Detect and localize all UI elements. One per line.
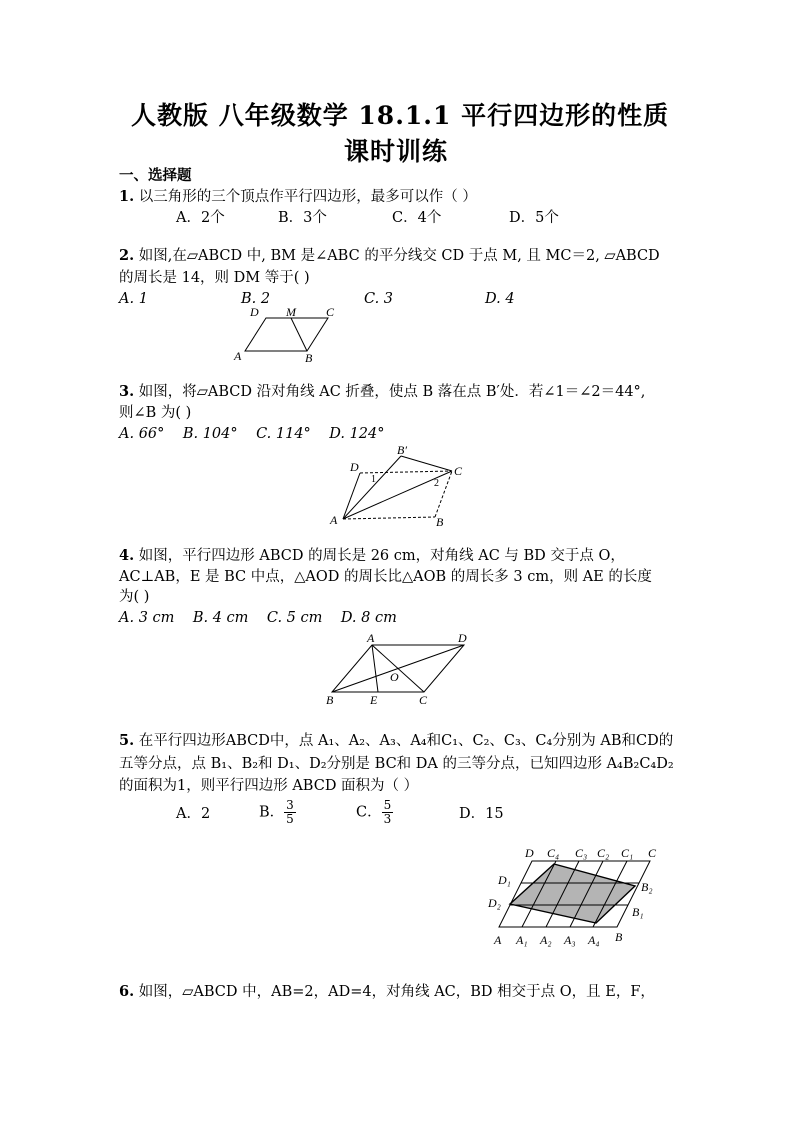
question-5-line2: 五等分点，点 B₁、B₂和 D₁、D₂分别是 BC和 DA 的三等分点，已知四边形 A₄B₂C₄D₂ [119, 756, 674, 772]
question-6 [119, 982, 655, 1002]
segment-ab [343, 517, 435, 519]
numerator: 5 [383, 798, 392, 812]
q2-option-b: B. 2 [241, 291, 271, 307]
q1-option-d: D．5个 [509, 210, 559, 226]
label-b: B [615, 930, 623, 944]
q4-options [119, 608, 397, 628]
q1-option-b: B．3个 [278, 210, 327, 226]
label-d: D [525, 846, 534, 860]
label-a: A [330, 513, 338, 527]
q2-option-c: C. 3 [364, 291, 394, 307]
segment-bm [291, 318, 307, 351]
label-c: C [326, 305, 335, 319]
question-5-line3: 的面积为1，则平行四边形 ABCD 面积为（ ） [119, 778, 419, 794]
question-3-line1 [119, 382, 645, 402]
question-4-line3: 为( ) [119, 589, 150, 605]
q5-grid-parallelogram-figure [484, 840, 674, 952]
question-2-line1 [119, 246, 660, 266]
label-m: M [286, 305, 296, 319]
fraction-3-5 [284, 799, 296, 826]
q5-option-b [259, 799, 296, 826]
label-b1: B₁ [632, 905, 644, 919]
label-e: E [370, 693, 378, 707]
parallelogram-abcd [245, 318, 328, 351]
q2-option-a: A. 1 [119, 291, 148, 307]
fraction-5-3 [382, 799, 394, 826]
q4-option-d: D. 8 cm [340, 610, 397, 626]
segment-dc [360, 471, 452, 473]
q4-option-b: B. 4 cm [192, 610, 249, 626]
question-number: 3. [119, 383, 135, 400]
label-a: A [367, 631, 375, 645]
question-text: 如图，平行四边形 ABCD 的周长是 26 cm，对角线 AC 与 BD 交于点 O， [138, 548, 625, 564]
question-2-line2: 的周长是 14，则 DM 等于( ) [119, 270, 310, 286]
label-b-prime: B′ [397, 443, 407, 457]
q3-option-c: C. 114° [256, 426, 311, 442]
q3-option-a: A. 66° [119, 426, 165, 442]
question-text: 在平行四边形ABCD中，点 A₁、A₂、A₃、A₄和C₁、C₂、C₃、C₄分别为 AB和CD的 [138, 733, 674, 749]
label-b2: B₂ [641, 880, 653, 894]
question-number: 6. [119, 983, 135, 1000]
label-a: A [494, 933, 502, 947]
section-heading: 一、选择题 [119, 167, 192, 184]
label-d2: D₂ [488, 896, 501, 910]
denominator: 5 [286, 812, 294, 826]
label-c: C [454, 464, 463, 478]
question-5-line1 [119, 731, 673, 751]
q5-option-a: A．2 [176, 806, 211, 822]
question-number: 1. [119, 188, 135, 205]
label-a1: A₁ [516, 933, 528, 947]
q3-option-d: D. 124° [329, 426, 385, 442]
label-angle-2: 2 [434, 478, 439, 489]
numerator: 3 [286, 798, 294, 812]
label-o: O [390, 670, 399, 684]
question-4-line1 [119, 546, 625, 566]
label-angle-1: 1 [371, 474, 376, 485]
question-number: 2. [119, 247, 135, 264]
q3-option-b: B. 104° [182, 426, 238, 442]
label-c4: C₄ [547, 846, 560, 860]
label-a4: A₄ [588, 933, 600, 947]
option-label: C． [356, 804, 382, 821]
q3-options [119, 424, 385, 444]
question-number: 4. [119, 547, 135, 564]
label-d: D [350, 460, 359, 474]
segment-ae [372, 645, 378, 692]
q5-option-c [356, 799, 393, 826]
label-d1: D₁ [498, 873, 511, 887]
q2-option-d: D. 4 [485, 291, 515, 307]
q5-option-d: D．15 [459, 806, 504, 822]
q4-option-a: A. 3 cm [119, 610, 175, 626]
doc-title-line1: 人教版 八年级数学 18.1.1 平行四边形的性质 [131, 101, 670, 130]
label-a2: A₂ [540, 933, 552, 947]
option-label: B． [259, 804, 285, 821]
label-c: C [648, 846, 657, 860]
label-c1: C₁ [621, 846, 634, 860]
label-d: D [250, 305, 259, 319]
q3-fold-figure [325, 442, 475, 530]
label-c2: C₂ [597, 846, 610, 860]
question-text: 以三角形的三个顶点作平行四边形，最多可以作（ ） [138, 189, 477, 205]
denominator: 3 [383, 812, 392, 826]
q2-parallelogram-figure [225, 303, 340, 365]
label-a3: A₃ [564, 933, 576, 947]
doc-title-line2: 课时训练 [344, 137, 449, 166]
question-1 [119, 187, 477, 207]
label-b: B [326, 693, 334, 707]
label-c3: C₃ [575, 846, 588, 860]
q1-option-c: C．4个 [392, 210, 442, 226]
label-a: A [234, 349, 242, 363]
question-3-line2: 则∠B 为( ) [119, 405, 192, 421]
question-text: 如图，▱ABCD 中，AB=2，AD=4，对角线 AC，BD 相交于点 O，且 E，F， [138, 984, 655, 1000]
label-c: C [419, 693, 428, 707]
label-d: D [458, 631, 467, 645]
q4-option-c: C. 5 cm [266, 610, 323, 626]
label-b: B [436, 515, 444, 529]
label-b: B [305, 351, 313, 365]
question-4-line2: AC⊥AB，E 是 BC 中点，△AOD 的周长比△AOB 的周长多 3 cm，则 AE 的长度 [119, 569, 652, 585]
question-text: 如图，将▱ABCD 沿对角线 AC 折叠，使点 B 落在点 B′处．若∠1＝∠2＝44°, [138, 384, 646, 400]
question-text: 如图,在▱ABCD 中, BM 是∠ABC 的平分线交 CD 于点 M, 且 MC＝2, ▱ABCD [138, 248, 660, 264]
segment-b-prime-c [401, 456, 452, 471]
question-number: 5. [119, 732, 135, 749]
q1-option-a: A．2个 [176, 210, 225, 226]
q4-parallelogram-figure [322, 628, 474, 710]
